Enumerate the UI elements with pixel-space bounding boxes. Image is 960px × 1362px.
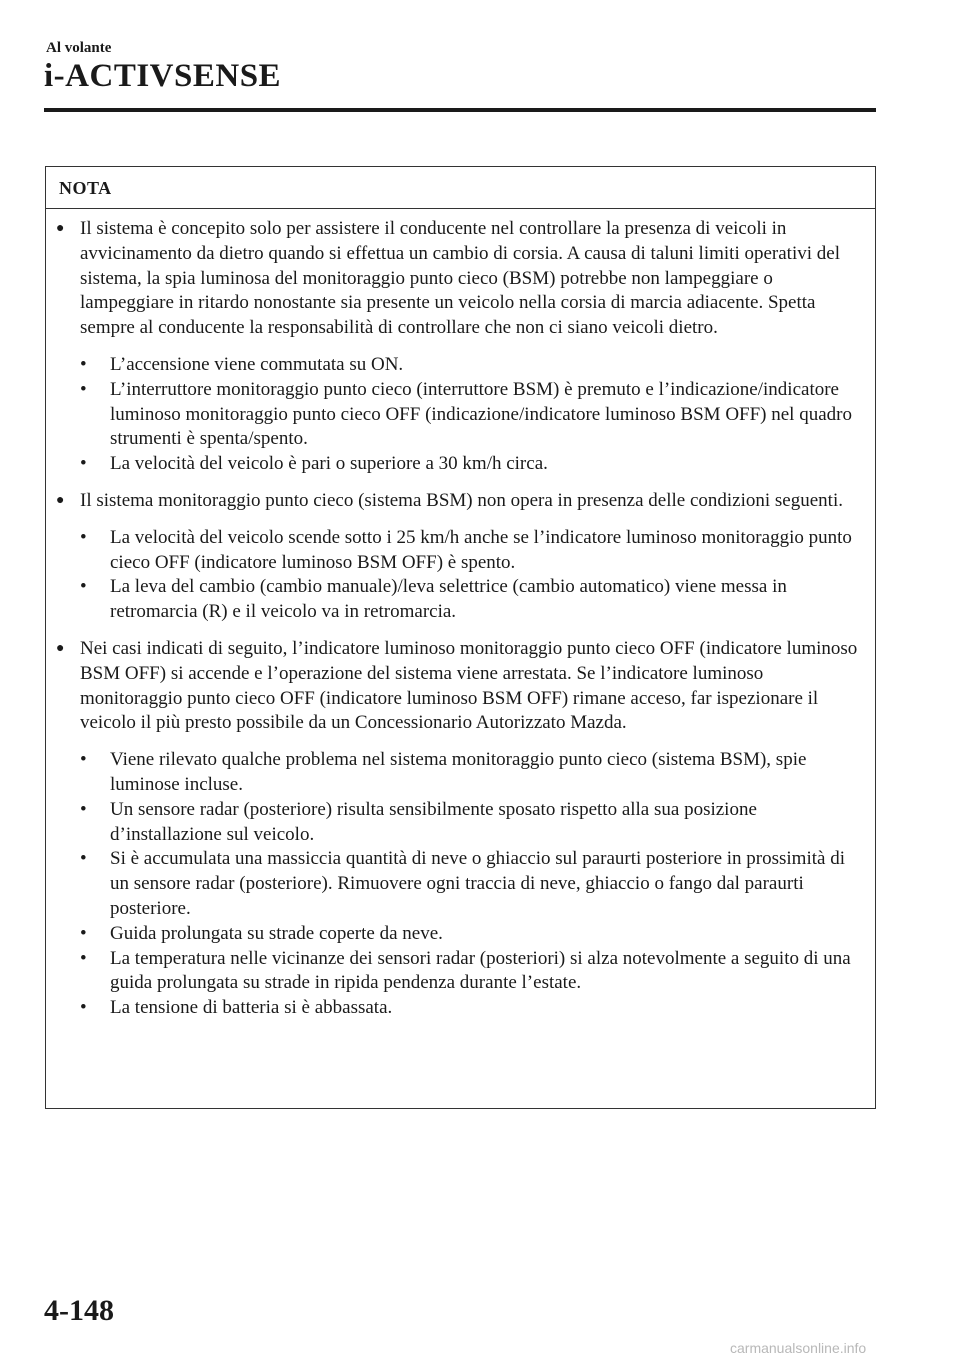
list-item — [80, 452, 859, 477]
watermark: carmanualsonline.info — [730, 1340, 867, 1356]
title-rule — [44, 108, 876, 112]
list-item-text: La leva del cambio (cambio manuale)/leva selettrice (cambio automatico) viene messa in retromarcia (R) e il veicolo va in retromarcia. — [110, 576, 787, 623]
list-item — [80, 378, 859, 452]
note-body — [46, 209, 875, 1021]
list-item-text: La velocità del veicolo è pari o superiore a 30 km/h circa. — [110, 453, 548, 475]
bullet-icon: • — [80, 453, 87, 475]
note-paragraph — [56, 637, 859, 1021]
bullet-dot-icon: ● — [56, 221, 65, 236]
list-item-text: Guida prolungata su strade coperte da neve. — [110, 922, 443, 944]
paragraph-text: Nei casi indicati di seguito, l’indicatore luminoso monitoraggio punto cieco OFF (indicatore luminoso BSM OFF) si accende e l’operazione del sistema viene arrestata. Se l’indicatore luminoso monitoraggio punto cieco OFF (indicatore luminoso BSM OFF) rimane acceso, far ispezionare il veicolo il più presto possibile da un Concessionario Autorizzato Mazda. — [80, 637, 858, 734]
list-item-text: Un sensore radar (posteriore) risulta sensibilmente sposato rispetto alla sua posizione d’installazione sul veicolo. — [110, 798, 757, 845]
list-item — [80, 526, 859, 576]
bullet-icon: • — [80, 749, 87, 771]
list-item — [80, 947, 859, 997]
sub-list — [80, 353, 859, 477]
paragraph-text: Il sistema monitoraggio punto cieco (sistema BSM) non opera in presenza delle condizioni seguenti. — [80, 489, 843, 511]
bullet-icon: • — [80, 947, 87, 969]
list-item — [80, 575, 859, 625]
bullet-dot-icon: ● — [56, 492, 65, 508]
bullet-icon: • — [80, 378, 87, 400]
list-item — [80, 353, 859, 378]
note-paragraph — [56, 217, 859, 477]
bullet-icon: • — [80, 922, 87, 944]
sub-list — [80, 526, 859, 625]
note-box — [45, 166, 876, 1109]
page-number: 4-148 — [44, 1294, 114, 1327]
section-label: Al volante — [46, 40, 112, 56]
page-title: i-ACTIVSENSE — [44, 58, 282, 94]
bullet-icon: • — [80, 997, 87, 1019]
list-item-text: L’accensione viene commutata su ON. — [110, 353, 404, 375]
bullet-icon: • — [80, 848, 87, 870]
list-item-text: La temperatura nelle vicinanze dei sensori radar (posteriori) si alza notevolmente a seguito di una guida prolungata su strade in ripida pendenza durante l’estate. — [110, 947, 851, 994]
list-item-text: L’interruttore monitoraggio punto cieco (interruttore BSM) è premuto e l’indicazione/indicatore luminoso monitoraggio punto cieco OFF (indicazione/indicatore luminoso BSM OFF) nel quadro strumenti è spenta/spento. — [110, 378, 852, 450]
list-item — [80, 748, 859, 798]
list-item — [80, 996, 859, 1021]
bullet-icon: • — [80, 353, 87, 375]
bullet-dot-icon: ● — [56, 640, 65, 656]
bullet-icon: • — [80, 576, 87, 598]
list-item-text: La tensione di batteria si è abbassata. — [110, 997, 393, 1019]
paragraph-text: Il sistema è concepito solo per assistere il conducente nel controllare la presenza di veicoli in avvicinamento da dietro quando si effettua un cambio di corsia. A causa di taluni limiti operativi del sistema, la spia luminosa del monitoraggio punto cieco (BSM) potrebbe non lampeggiare o lampeggiare in ritardo nonostante sia presente un veicolo nella corsia di marcia adiacente. Spetta sempre al conducente la responsabilità di controllare che non ci siano veicoli dietro. — [80, 218, 840, 339]
bullet-icon: • — [80, 526, 87, 548]
list-item — [80, 798, 859, 848]
list-item — [80, 922, 859, 947]
bullet-icon: • — [80, 798, 87, 820]
note-header: NOTA — [46, 167, 875, 209]
list-item-text: La velocità del veicolo scende sotto i 25 km/h anche se l’indicatore luminoso monitoraggio punto cieco OFF (indicatore luminoso BSM OFF) è spento. — [110, 526, 852, 573]
list-item-text: Viene rilevato qualche problema nel sistema monitoraggio punto cieco (sistema BSM), spie luminose incluse. — [110, 749, 807, 795]
note-paragraph — [56, 489, 859, 625]
list-item-text: Si è accumulata una massiccia quantità di neve o ghiaccio sul paraurti posteriore in prossimità di un sensore radar (posteriore). Rimuovere ogni traccia di neve, ghiaccio o fango dal paraurti posteriore. — [110, 848, 845, 919]
sub-list — [80, 748, 859, 1021]
list-item — [80, 847, 859, 921]
